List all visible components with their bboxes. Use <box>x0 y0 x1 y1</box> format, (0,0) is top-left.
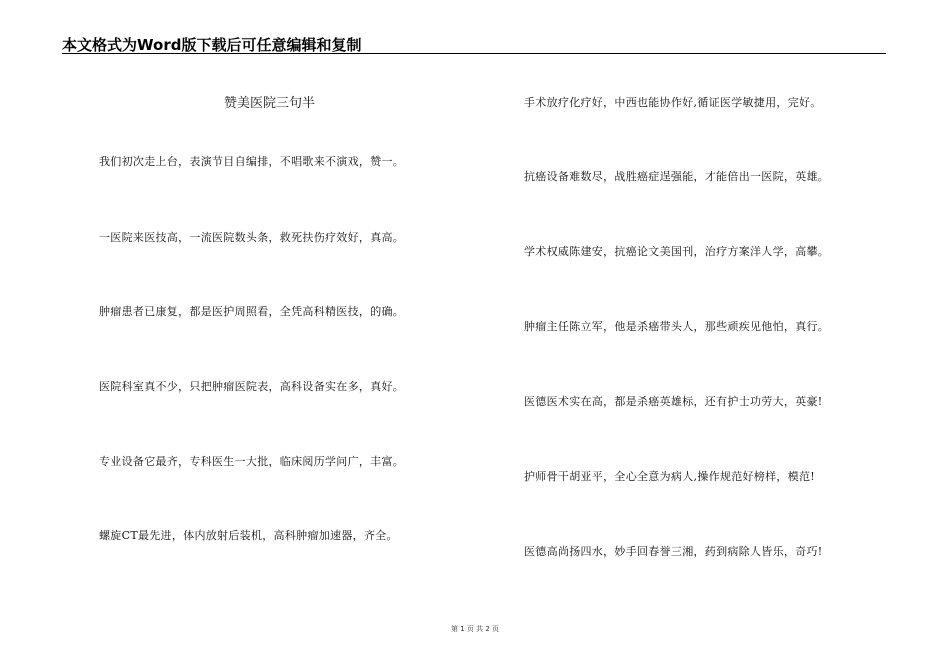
right-line-2: 抗癌设备难数尽，战胜癌症逞强能，才能倍出一医院，英雄。 <box>524 170 830 183</box>
left-line-2: 一医院来医技高，一流医院数头条，救死扶伤疗效好，真高。 <box>99 231 405 244</box>
left-line-4: 医院科室真不少，只把肿瘤医院表，高科设备实在多，真好。 <box>99 380 405 393</box>
right-line-4: 肿瘤主任陈立军，他是杀癌带头人，那些顽疾见他怕，真行。 <box>524 320 830 333</box>
left-line-6: 螺旋CT最先进，体内放射后装机，高科肿瘤加速器，齐全。 <box>99 529 398 542</box>
right-line-3: 学术权威陈建安，抗癌论文美国刊，治疗方案洋人学，高攀。 <box>524 245 830 258</box>
document-header: 本文格式为Word版下载后可任意编辑和复制 <box>62 36 362 54</box>
header-divider <box>62 53 886 54</box>
left-line-3: 肿瘤患者已康复，都是医护周照看，全凭高科精医技，的确。 <box>99 305 405 318</box>
right-line-5: 医德医术实在高，都是杀癌英雄标，还有护士功劳大，英豪! <box>524 395 823 408</box>
document-title: 赞美医院三句半 <box>223 96 315 111</box>
right-line-7: 医德高尚扬四水，妙手回春誉三湘，药到病除人皆乐，奇巧! <box>524 545 823 558</box>
left-line-5: 专业设备它最齐，专科医生一大批，临床阅历学问广，丰富。 <box>99 455 405 468</box>
left-line-1: 我们初次走上台，表演节目自编排，不唱歌来不演戏，赞一。 <box>99 155 405 168</box>
right-line-1: 手术放疗化疗好，中西也能协作好,循证医学敏捷用，完好。 <box>524 96 822 109</box>
page-number: 第 1 页 共 2 页 <box>450 625 500 633</box>
right-line-6: 护师骨干胡亚平，全心全意为病人,操作规范好榜样，模范! <box>524 470 816 483</box>
